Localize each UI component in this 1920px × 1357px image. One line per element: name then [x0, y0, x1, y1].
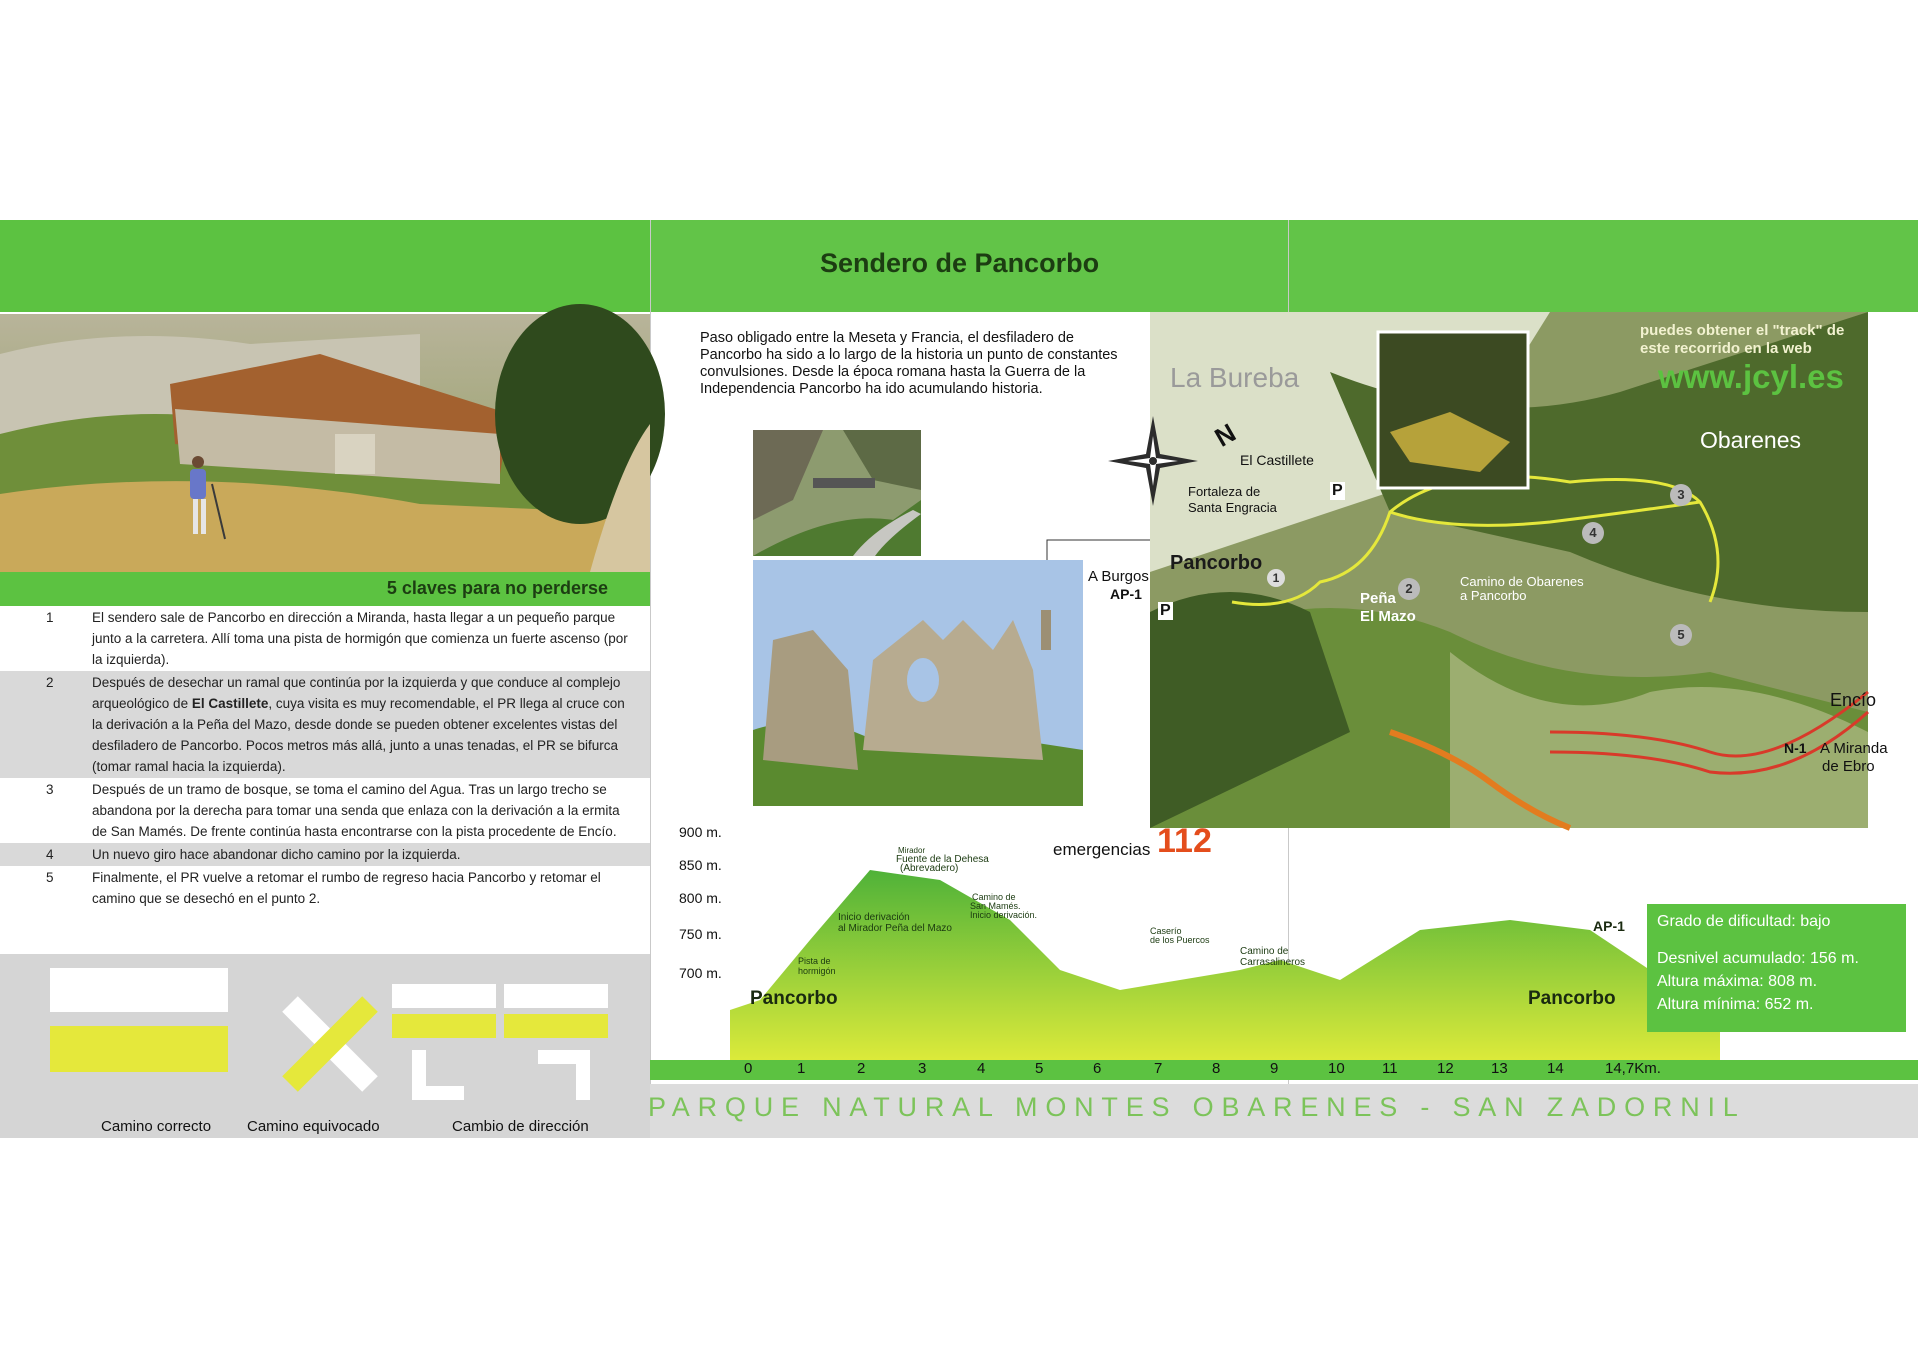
turn-left-arrow-icon	[412, 1050, 464, 1100]
turn-sign-yellow	[504, 1014, 608, 1038]
step-number: 4	[46, 847, 54, 862]
railway-photo	[753, 430, 921, 556]
wrong-way-cross-icon	[280, 994, 380, 1094]
km-mark: 6	[1093, 1060, 1102, 1077]
km-mark: 13	[1491, 1060, 1508, 1077]
profile-annotation: Mirador	[898, 846, 926, 855]
desnivel-text: Desnivel acumulado: 156 m.	[1657, 950, 1859, 967]
park-name-footer: PARQUE NATURAL MONTES OBARENES - SAN ZADORNIL	[648, 1092, 1746, 1122]
waypoint-1: 1	[1267, 569, 1285, 587]
km-mark: 9	[1270, 1060, 1279, 1077]
waypoint-5: 5	[1670, 624, 1692, 646]
emergency-label: emergencias	[1053, 840, 1151, 859]
compass-rose-icon	[1108, 416, 1198, 506]
waypoint-2: 2	[1398, 578, 1420, 600]
profile-start-label: Pancorbo	[750, 988, 838, 1009]
min-height-text: Altura mínima: 652 m.	[1657, 996, 1814, 1013]
profile-annotation: Carrasalineros	[1240, 957, 1306, 968]
profile-annotation: Inicio derivación	[838, 912, 910, 923]
profile-annotation: Caserío	[1150, 926, 1182, 936]
km-mark: 2	[857, 1060, 866, 1077]
legend-wrong-label: Camino equivocado	[247, 1118, 380, 1135]
camino-label: Camino de Obarenes	[1460, 574, 1584, 589]
step-number: 2	[46, 675, 54, 690]
pena-label: Peña	[1360, 590, 1396, 607]
max-height-text: Altura máxima: 808 m.	[1657, 973, 1818, 990]
km-mark: 0	[744, 1060, 753, 1077]
castillete-label: El Castillete	[1240, 452, 1314, 468]
camino-label: a Pancorbo	[1460, 588, 1527, 603]
rock-formation-photo	[753, 560, 1083, 806]
km-mark: 8	[1212, 1060, 1221, 1077]
km-mark: 14,7Km.	[1605, 1060, 1661, 1077]
km-mark: 4	[977, 1060, 986, 1077]
ap1-label: AP-1	[1110, 586, 1142, 602]
track-note: puedes obtener el "track" de	[1640, 322, 1845, 339]
left-header-band	[0, 220, 650, 312]
profile-annotation: al Mirador Peña del Mazo	[838, 923, 952, 934]
brochure	[0, 220, 1920, 1138]
km-mark: 14	[1547, 1060, 1564, 1077]
miranda-label: A Miranda	[1820, 740, 1888, 757]
keys-heading: 5 claves para no perderse	[0, 572, 650, 606]
pancorbo-map-label: Pancorbo	[1170, 552, 1263, 574]
legend-turn-label: Cambio de dirección	[452, 1118, 589, 1135]
km-mark: 5	[1035, 1060, 1044, 1077]
fortaleza-label: Santa Engracia	[1188, 500, 1277, 515]
profile-annotation: hormigón	[798, 966, 836, 976]
difficulty-text: Grado de dificultad: bajo	[1657, 913, 1831, 930]
elevation-label: 900 m.	[679, 824, 722, 840]
steps-list	[0, 606, 650, 910]
km-mark: 10	[1328, 1060, 1345, 1077]
parking-icon: P	[1332, 482, 1343, 499]
profile-annotation: (Abrevadero)	[900, 863, 959, 874]
obarenes-label: Obarenes	[1700, 427, 1802, 453]
encio-label: Encío	[1830, 690, 1877, 710]
signage-legend	[0, 954, 650, 1138]
step-number: 1	[46, 610, 54, 625]
legend-correct-label: Camino correcto	[101, 1118, 212, 1135]
trail-map	[1150, 312, 1888, 828]
step-text: El sendero sale de Pancorbo en dirección a Miranda, hasta llegar a un pequeño parque junto a la carretera. Allí toma una pista de hormigón que comienza un fuerte ascenso (por la izquierda).	[92, 610, 628, 667]
profile-annotation: San Mamés.	[970, 901, 1021, 911]
elevation-label: 750 m.	[679, 926, 722, 942]
km-mark: 3	[918, 1060, 927, 1077]
pena-label: El Mazo	[1360, 608, 1416, 625]
waypoint-3: 3	[1670, 484, 1692, 506]
turn-right-arrow-icon	[538, 1050, 590, 1100]
emergency-number: 112	[1157, 822, 1212, 860]
list-item	[0, 671, 650, 778]
correct-sign-white	[50, 968, 228, 1012]
photo-connector-line	[1045, 538, 1155, 562]
step-text-bold: El Castillete	[191, 696, 269, 711]
step-text: Después de un tramo de bosque, se toma el camino del Agua. Tras un largo trecho se abandona por la derecha para tomar una senda que enlaza con la derivación a la ermita de San Mamés. De frente continúa hasta encontrarse con la pista procedente de Encío.	[92, 782, 620, 839]
list-item	[0, 866, 650, 910]
km-mark: 12	[1437, 1060, 1454, 1077]
n1-label: N-1	[1784, 740, 1807, 756]
km-mark: 7	[1154, 1060, 1163, 1077]
profile-annotation: Pista de	[798, 956, 831, 966]
track-note: este recorrido en la web	[1640, 340, 1812, 357]
km-mark: 11	[1382, 1060, 1398, 1077]
km-mark: 1	[797, 1060, 806, 1077]
parking-icon: P	[1160, 602, 1171, 619]
list-item	[0, 606, 650, 671]
profile-annotation: Fuente de la Dehesa	[896, 854, 989, 865]
hiker-photo	[0, 314, 650, 572]
miranda-label: de Ebro	[1822, 758, 1875, 775]
website-link[interactable]: www.jcyl.es	[1658, 358, 1844, 395]
elevation-label: 700 m.	[679, 965, 722, 981]
fortaleza-label: Fortaleza de	[1188, 484, 1261, 499]
elevation-label: 850 m.	[679, 857, 722, 873]
profile-end-label: Pancorbo	[1528, 988, 1616, 1009]
burgos-label: A Burgos	[1088, 568, 1149, 585]
bureba-label: La Bureba	[1170, 362, 1300, 393]
elevation-label: 800 m.	[679, 890, 722, 906]
list-item	[0, 778, 650, 843]
step-text: Finalmente, el PR vuelve a retomar el rumbo de regreso hacia Pancorbo y retomar el camino que se desechó en el punto 2.	[92, 870, 601, 906]
step-text-part: Después de desechar un ramal que continúa por la izquierda y que conduce al complejo arqueológico de	[92, 675, 621, 711]
intro-text: Paso obligado entre la Meseta y Francia, el desfiladero de Pancorbo ha sido a lo largo de la historia un punto de constantes convulsiones. Desde la época romana hasta la Guerra de la Independencia Pancorbo ha ido acumulando historia.	[700, 330, 1118, 397]
km-scale-bar	[650, 1060, 1918, 1080]
turn-sign-yellow	[392, 1014, 496, 1038]
profile-annotation: de los Puercos	[1150, 935, 1210, 945]
turn-sign-white	[504, 984, 608, 1008]
step-number: 3	[46, 782, 54, 797]
profile-ap1-label: AP-1	[1593, 918, 1625, 934]
step-text-part: , cuya visita es muy recomendable, el PR llega al cruce con la derivación a la Peña del Mazo, desde donde se pueden obtener excelentes vistas del desfiladero de Pancorbo. Pocos metros más allá, junto a unas tenadas, el PR se bifurca (tomar ramal hacia la izquierda).	[92, 696, 625, 774]
waypoint-4: 4	[1582, 522, 1604, 544]
profile-annotation: Camino de	[972, 892, 1016, 902]
step-text: Un nuevo giro hace abandonar dicho camino por la izquierda.	[92, 847, 461, 862]
page-title: Sendero de Pancorbo	[820, 248, 1100, 278]
profile-annotation: Camino de	[1240, 946, 1289, 957]
correct-sign-yellow	[50, 1026, 228, 1072]
compass-north-label: N	[1209, 417, 1241, 453]
turn-sign-white	[392, 984, 496, 1008]
step-text	[92, 675, 625, 774]
profile-annotation: Inicio derivación.	[970, 910, 1038, 920]
step-number: 5	[46, 870, 54, 885]
list-item	[0, 843, 650, 866]
trail-stats-box	[1647, 904, 1906, 1032]
